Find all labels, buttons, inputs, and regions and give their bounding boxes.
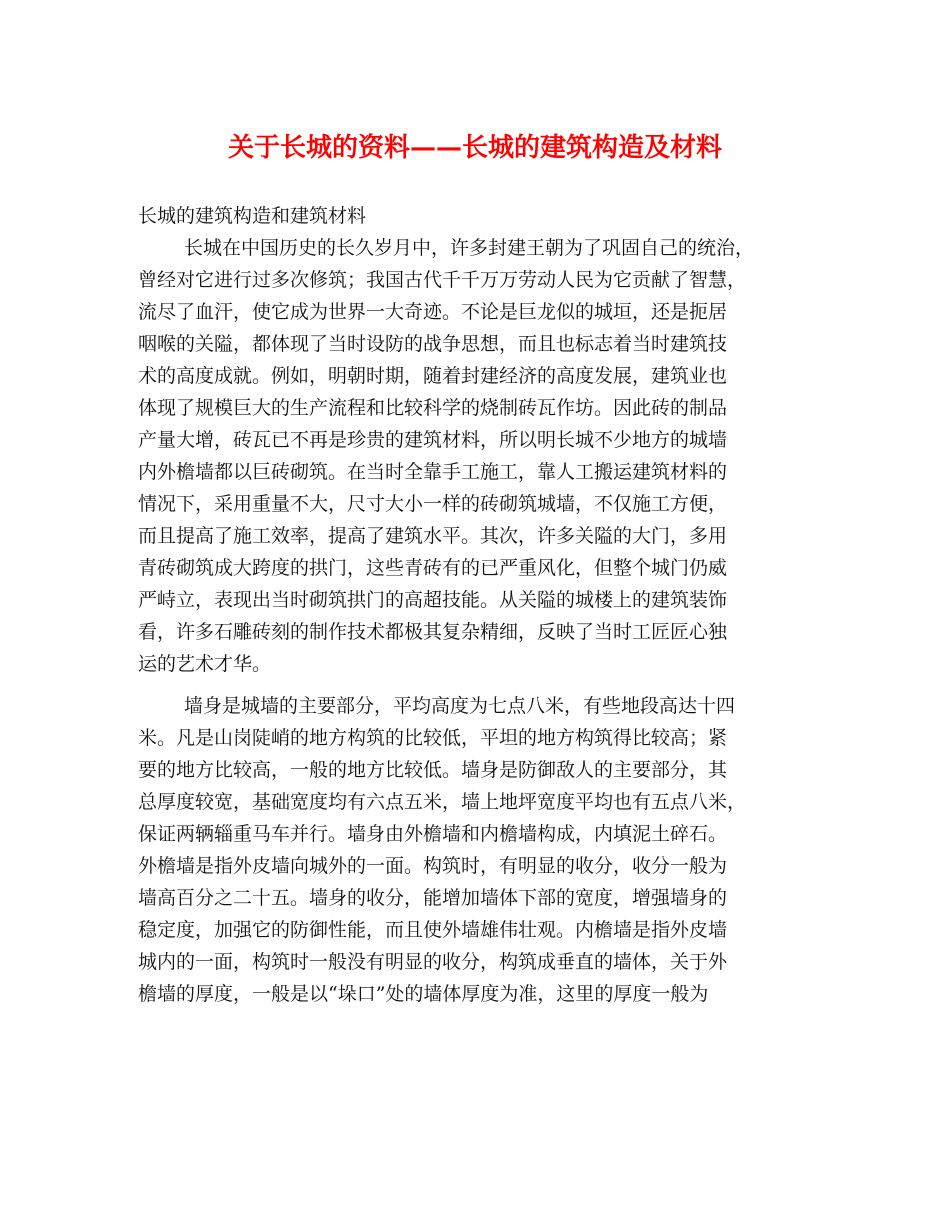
paragraph-line: 体现了规模巨大的生产流程和比较科学的烧制砖瓦作坊。因此砖的制品: [138, 397, 728, 419]
paragraph-line: 看，许多石雕砖刻的制作技术都极其复杂精细，反映了当时工匠匠心独: [138, 621, 728, 643]
paragraph-1: [138, 232, 828, 680]
paragraph-line: 墙身是城墙的主要部分，平均高度为七点八米，有些地段高达十四: [184, 695, 736, 717]
paragraph-line: 总厚度较宽，基础宽度均有六点五米，墙上地坪宽度平均也有五点八米，: [138, 791, 747, 813]
document-body: [138, 200, 828, 1010]
section-subtitle: 长城的建筑构造和建筑材料: [138, 205, 367, 227]
paragraph-line: 檐墙的厚度，一般是以“垛口”处的墙体厚度为准，这里的厚度一般为: [138, 983, 709, 1005]
paragraph-line: 城内的一面，构筑时一般没有明显的收分，构筑成垂直的墙体，关于外: [138, 951, 728, 973]
paragraph-line: 墙高百分之二十五。墙身的收分，能增加墙体下部的宽度，增强墙身的: [138, 887, 728, 909]
paragraph-line: 稳定度，加强它的防御性能，而且使外墙雄伟壮观。内檐墙是指外皮墙: [138, 919, 728, 941]
paragraph-line: 术的高度成就。例如，明朝时期，随着封建经济的高度发展，建筑业也: [138, 365, 728, 387]
paragraph-line: 咽喉的关隘，都体现了当时设防的战争思想，而且也标志着当时建筑技: [138, 333, 728, 355]
paragraph-gap: [138, 680, 828, 690]
paragraph-2: [138, 690, 828, 1010]
paragraph-line: 青砖砌筑成大跨度的拱门，这些青砖有的已严重风化，但整个城门仍威: [138, 557, 728, 579]
paragraph-line: 长城在中国历史的长久岁月中，许多封建王朝为了巩固自己的统治，: [184, 237, 755, 259]
paragraph-line: 而且提高了施工效率，提高了建筑水平。其次，许多关隘的大门，多用: [138, 525, 728, 547]
paragraph-line: 产量大增，砖瓦已不再是珍贵的建筑材料，所以明长城不少地方的城墙: [138, 429, 728, 451]
paragraph-line: 严峙立，表现出当时砌筑拱门的高超技能。从关隘的城楼上的建筑装饰: [138, 589, 728, 611]
paragraph-line: 情况下，采用重量不大，尺寸大小一样的砖砌筑城墙，不仅施工方便，: [138, 493, 728, 515]
paragraph-line: 保证两辆辎重马车并行。墙身由外檐墙和内檐墙构成，内填泥土碎石。: [138, 823, 728, 845]
paragraph-line: 米。凡是山岗陡峭的地方构筑的比较低，平坦的地方构筑得比较高；紧: [138, 727, 728, 749]
paragraph-line: 外檐墙是指外皮墙向城外的一面。构筑时，有明显的收分，收分一般为: [138, 855, 728, 877]
document-title: 关于长城的资料——长城的建筑构造及材料: [227, 133, 722, 163]
paragraph-line: 曾经对它进行过多次修筑；我国古代千千万万劳动人民为它贡献了智慧，: [138, 269, 747, 291]
paragraph-line: 流尽了血汗，使它成为世界一大奇迹。不论是巨龙似的城垣，还是扼居: [138, 301, 728, 323]
paragraph-line: 要的地方比较高，一般的地方比较低。墙身是防御敌人的主要部分，其: [138, 759, 728, 781]
paragraph-line: 内外檐墙都以巨砖砌筑。在当时全靠手工施工，靠人工搬运建筑材料的: [138, 461, 728, 483]
paragraph-line: 运的艺术才华。: [138, 653, 272, 675]
